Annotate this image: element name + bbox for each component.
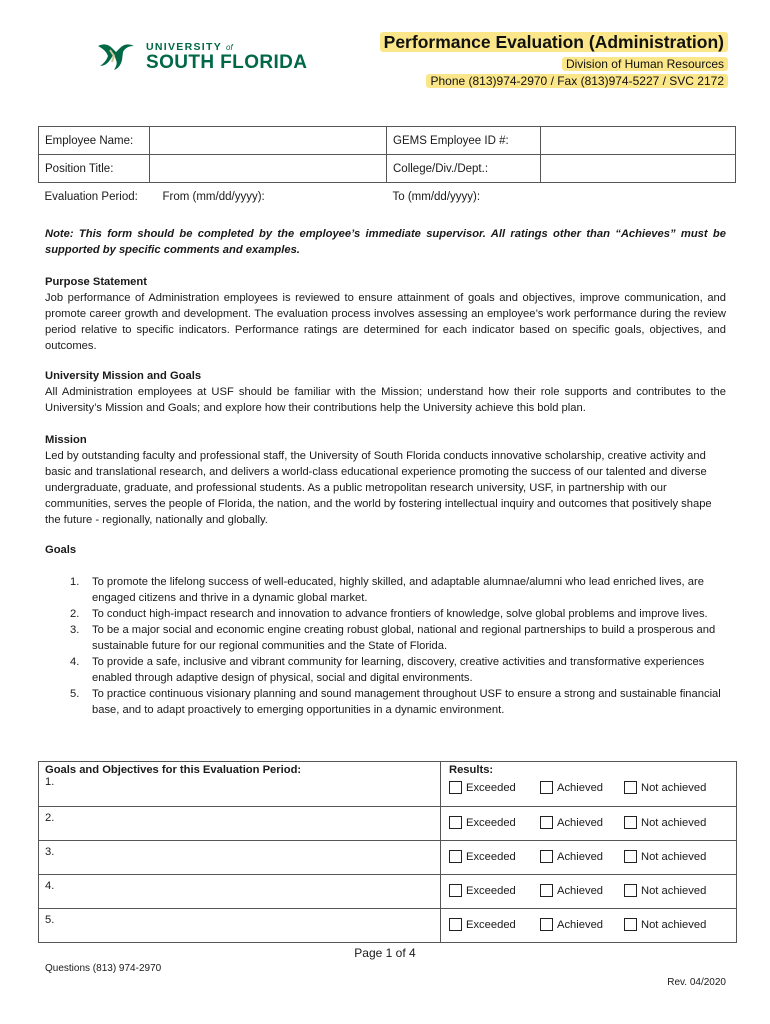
results-cell xyxy=(441,807,737,841)
contact-phone: Phone (813)974-2970 / Fax (813)974-5227 / SVC 2172 xyxy=(426,73,728,89)
checkbox-icon xyxy=(449,918,462,931)
results-label: Results: xyxy=(449,764,494,776)
exceeded-checkbox[interactable]: Exceeded xyxy=(449,850,516,863)
questions-phone: Questions (813) 974-2970 xyxy=(45,963,162,974)
exceeded-checkbox[interactable]: Exceeded xyxy=(449,918,516,931)
checkbox-icon xyxy=(449,781,462,794)
purpose-section xyxy=(45,274,726,354)
employee-info-table xyxy=(38,126,736,210)
achieved-checkbox[interactable]: Achieved xyxy=(540,884,603,897)
position-title-label: Position Title: xyxy=(39,155,150,183)
exceeded-checkbox[interactable]: Exceeded xyxy=(449,781,516,794)
goal-item: 4. To provide a safe, inclusive and vibrant community for learning, discovery, creative activities and transformative experiences enabled through adaptive design of physical, social and digital environments. xyxy=(70,656,705,684)
goals-objectives-table xyxy=(38,761,737,943)
not-achieved-checkbox[interactable]: Not achieved xyxy=(624,918,706,931)
to-date-field[interactable]: To (mm/dd/yyyy): xyxy=(387,183,541,211)
mission-body: Led by outstanding faculty and professional staff, the University of South Florida conducts innovative scholarship, creative activity and basic and translational research, and delivers a world-class educational experience promoting the success of our talented and diverse undergraduate, graduate, and professional students. As a public metropolitan research university, USF, in partnership with our communities, serves the people of Florida, the nation, and the world by fostering intellectual inquiry and outcomes that positively shape the future - regionally, nationally and globally. xyxy=(45,450,712,526)
not-achieved-checkbox[interactable]: Not achieved xyxy=(624,884,706,897)
bull-logo-icon xyxy=(96,40,136,74)
not-achieved-checkbox[interactable]: Not achieved xyxy=(624,781,706,794)
checkbox-icon xyxy=(540,816,553,829)
results-cell xyxy=(441,762,737,807)
checkbox-icon xyxy=(624,884,637,897)
purpose-body: Job performance of Administration employees is reviewed to ensure attainment of goals and objectives, improve communication, and promote career growth and development. The evaluation process involves assessing an employee’s work performance during the review period relative to specific indicators. Performance ratings are determined for each indicator based on specific goals, objectives, and outcomes. xyxy=(45,292,726,352)
goals-table-header: Goals and Objectives for this Evaluation Period: xyxy=(45,764,302,776)
not-achieved-checkbox[interactable]: Not achieved xyxy=(624,850,706,863)
page-number: Page 1 of 4 xyxy=(354,946,416,960)
checkbox-icon xyxy=(449,884,462,897)
goal-row[interactable] xyxy=(39,762,441,807)
usf-logo xyxy=(96,40,136,79)
results-cell xyxy=(441,841,737,875)
achieved-checkbox[interactable]: Achieved xyxy=(540,918,603,931)
checkbox-icon xyxy=(624,781,637,794)
goals-list xyxy=(70,574,726,718)
goal-row-number: 1. xyxy=(45,776,55,788)
goal-item: 5. To practice continuous visionary planning and sound management throughout USF to ensure a strong and sustainable financial base, and to adapt proactively to emerging opportunities in a dynamic environment. xyxy=(70,688,721,716)
college-field[interactable] xyxy=(541,155,736,183)
results-cell xyxy=(441,909,737,943)
position-title-field[interactable] xyxy=(150,155,387,183)
goal-item: 1. To promote the lifelong success of well-educated, highly skilled, and adaptable alumnae/alumni who lead enriched lives, are engaged citizens and thrive in a dynamic global market. xyxy=(70,576,704,604)
mission-section xyxy=(45,432,726,528)
logo-south-florida-text: SOUTH FLORIDA xyxy=(146,52,308,73)
checkbox-icon xyxy=(540,850,553,863)
checkbox-icon xyxy=(540,884,553,897)
goals-heading: Goals xyxy=(45,544,77,556)
goal-item: 2. To conduct high-impact research and innovation to advance frontiers of knowledge, solve global problems and improve lives. xyxy=(70,608,708,620)
achieved-checkbox[interactable]: Achieved xyxy=(540,816,603,829)
revision-date: Rev. 04/2020 xyxy=(667,977,726,988)
goal-row[interactable]: 2. xyxy=(39,807,441,841)
supervisor-note: Note: This form should be completed by the employee’s immediate supervisor. All ratings other than “Achieves” must be supported by specific comments and examples. xyxy=(45,228,726,256)
goal-row[interactable]: 3. xyxy=(39,841,441,875)
mission-heading: Mission xyxy=(45,434,87,446)
goal-row[interactable]: 5. xyxy=(39,909,441,943)
checkbox-icon xyxy=(449,816,462,829)
achieved-checkbox[interactable]: Achieved xyxy=(540,781,603,794)
logo-university-text: UNIVERSITY of xyxy=(146,41,233,53)
form-title: Performance Evaluation (Administration) xyxy=(380,30,728,54)
checkbox-icon xyxy=(624,816,637,829)
college-label: College/Div./Dept.: xyxy=(387,155,541,183)
employee-name-label: Employee Name: xyxy=(39,127,150,155)
exceeded-checkbox[interactable]: Exceeded xyxy=(449,884,516,897)
checkbox-icon xyxy=(540,918,553,931)
checkbox-icon xyxy=(540,781,553,794)
goal-item: 3. To be a major social and economic engine creating robust global, national and regional partnerships to build a prosperous and sustainable future for our regional communities and the State of Florida. xyxy=(70,624,716,652)
mission-goals-body: All Administration employees at USF should be familiar with the Mission; understand how their role supports and contributes to the University’s Mission and Goals; and explore how their contributions help the University achieve this bold plan. xyxy=(45,386,726,414)
results-cell xyxy=(441,875,737,909)
mission-goals-section xyxy=(45,368,726,416)
purpose-heading: Purpose Statement xyxy=(45,276,147,288)
checkbox-icon xyxy=(624,850,637,863)
from-date-field[interactable]: From (mm/dd/yyyy): xyxy=(150,183,387,211)
not-achieved-checkbox[interactable]: Not achieved xyxy=(624,816,706,829)
achieved-checkbox[interactable]: Achieved xyxy=(540,850,603,863)
checkbox-icon xyxy=(449,850,462,863)
employee-name-field[interactable] xyxy=(150,127,387,155)
gems-id-field[interactable] xyxy=(541,127,736,155)
division-name: Division of Human Resources xyxy=(562,56,728,72)
mission-goals-heading: University Mission and Goals xyxy=(45,370,202,382)
eval-period-label: Evaluation Period: xyxy=(39,183,150,211)
gems-id-label: GEMS Employee ID #: xyxy=(387,127,541,155)
checkbox-icon xyxy=(624,918,637,931)
goal-row[interactable]: 4. xyxy=(39,875,441,909)
exceeded-checkbox[interactable]: Exceeded xyxy=(449,816,516,829)
